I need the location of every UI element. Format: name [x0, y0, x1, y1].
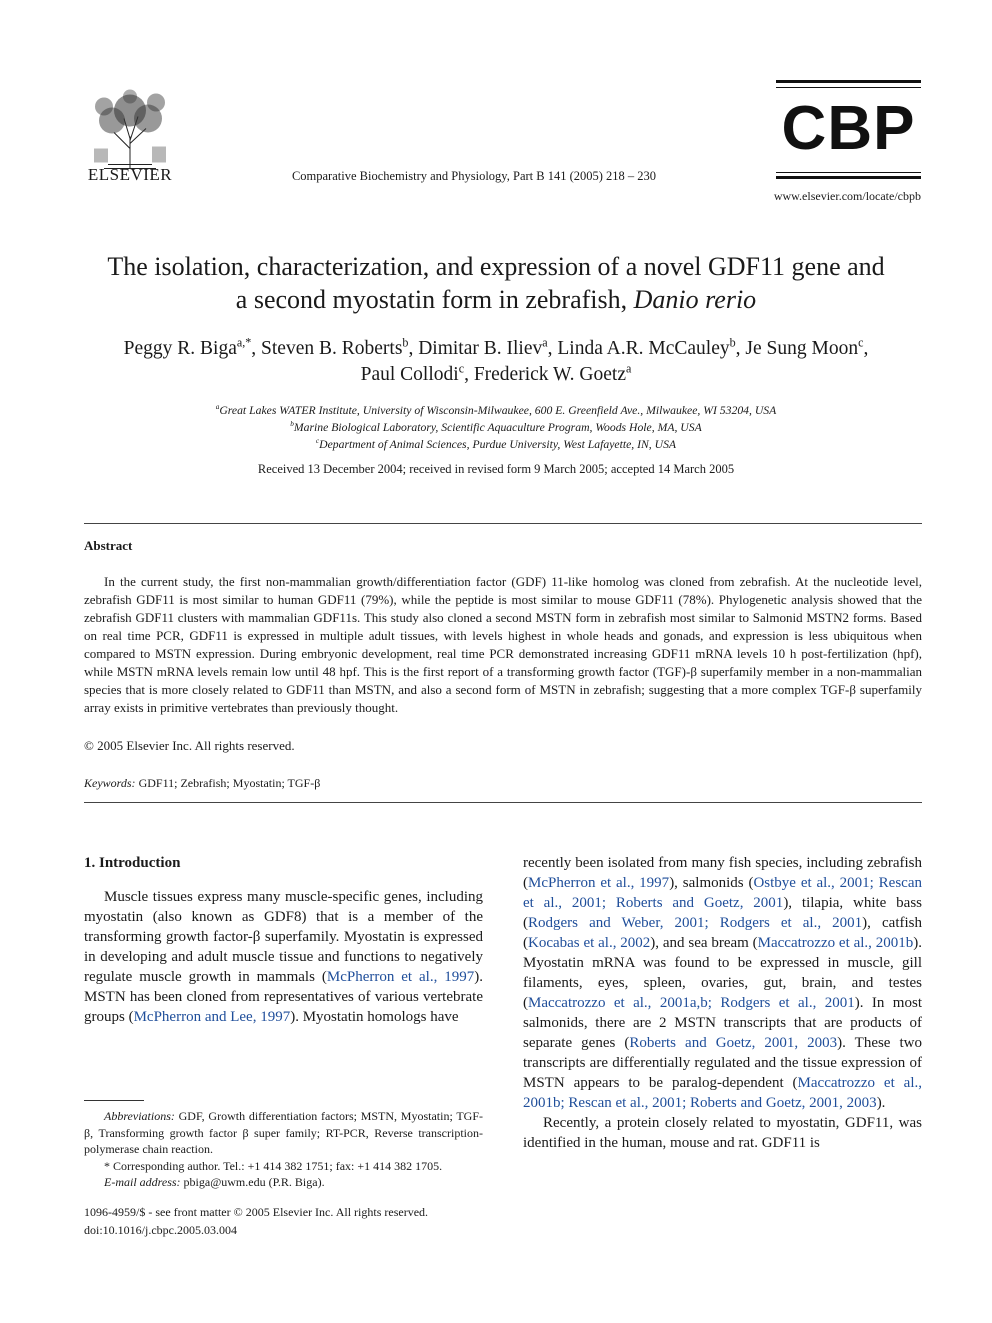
divider-top — [84, 523, 922, 524]
citation-link[interactable]: McPherron et al., 1997 — [326, 969, 475, 985]
left-column — [84, 853, 483, 1027]
abstract-body: In the current study, the first non-mammalian growth/differentiation factor (GDF) 11-like homolog was cloned from zebrafish. At the nucleotide level, zebrafish GDF11 is most similar to human GDF11 (79%), while the peptide is most similar to mouse GDF11 (78%). Phylogenetic analysis showed that the zebrafish GDF11 clusters with mammalian GDF11s. This study also cloned a second MSTN form in zebrafish most similar to Salmonid MSTN2 forms. Based on real time PCR, GDF11 is expressed in multiple adult tissues, with levels highest in whole heads and gonads, and expression is less ubiquitous when compared to MSTN expression. During embryonic development, real time PCR demonstrated increasing GDF11 mRNA levels 10 h post-fertilization (hpf), while MSTN mRNA levels remain low until 48 hpf. This is the first report of a transforming growth factor (TGF)-β superfamily member in a non-mammalian species that is more closely related to GDF11 than MSTN, and also a second form of MSTN in zebrafish; suggesting that a more complex TGF-β superfamily array exists in primitive vertebrates than previously thought. — [84, 574, 922, 715]
journal-logo — [776, 80, 921, 183]
author-name: Linda A.R. McCauley — [557, 338, 730, 359]
author-affiliation-marker: a — [625, 361, 632, 376]
divider-bottom — [84, 802, 922, 803]
author-affiliation-marker: a — [542, 335, 548, 350]
citation-link[interactable]: Maccatrozzo et al., 2001b — [757, 935, 914, 951]
abbreviations-label: Abbreviations: — [104, 1109, 175, 1123]
author-name: Je Sung Moon — [745, 338, 859, 359]
species-name: Danio rerio — [633, 285, 757, 314]
citation-link[interactable]: Kocabas et al., 2002 — [528, 935, 651, 951]
author-name: Paul Collodi — [360, 364, 459, 385]
author-name: Dimitar B. Iliev — [418, 338, 543, 359]
affiliation-text: Great Lakes WATER Institute, University of Wisconsin-Milwaukee, 600 E. Greenfield Ave., Milwaukee, WI 53204, USA — [219, 404, 777, 417]
copyright-notice: © 2005 Elsevier Inc. All rights reserved. — [84, 738, 295, 753]
affiliation-marker: c — [315, 437, 320, 446]
body-text: ), salmonids ( — [669, 875, 754, 891]
affiliation-text: Marine Biological Laboratory, Scientific Aquaculture Program, Woods Hole, MA, USA — [293, 421, 702, 434]
citation-link[interactable]: McPherron and Lee, 1997 — [133, 1009, 291, 1025]
author-affiliation-marker: c — [458, 361, 465, 376]
citation-link[interactable]: Roberts and Goetz, 2001, 2003 — [629, 1035, 838, 1051]
keywords-label: Keywords: — [84, 776, 136, 790]
author-list: Peggy R. Biga$^{a,*}$, Steven B. Roberts$^b$, Dimitar B. Iliev$^a$, Linda A.R. McCauley$^b$, Je Sung Moon$^c$, Paul Collodi$^c$, Frederick W. Goetz$^a$ — [123, 335, 869, 385]
body-text: ). In most salmonids, there are 2 MSTN transcripts that are products of separate genes ( — [523, 995, 922, 1051]
abbreviations-text: GDF, Growth differentiation factors; MSTN, Myostatin; TGF-β, Transforming growth factor β super family; RT-PCR, Reverse transcription-polymerase chain reaction. — [84, 1109, 483, 1156]
body-text: ). MSTN has been cloned from representatives of various vertebrate groups ( — [84, 969, 483, 1025]
journal-logo-text: CBP — [781, 94, 916, 163]
email-footnote — [84, 1174, 483, 1191]
footnote-divider — [84, 1100, 144, 1101]
journal-citation: Comparative Biochemistry and Physiology, Part B 141 (2005) 218 – 230 — [291, 169, 657, 183]
citation-link[interactable]: Maccatrozzo et al., 2001b; Rescan et al., 2001; Roberts and Goetz, 2001, 2003 — [523, 1075, 922, 1111]
section-heading-introduction: 1. Introduction — [84, 855, 181, 871]
page-footer — [84, 1204, 504, 1239]
article-dates: Received 13 December 2004; received in revised form 9 March 2005; accepted 14 March 2005 — [257, 462, 735, 476]
citation-link[interactable]: Ostbye et al., 2001; Rescan et al., 2001; Roberts and Goetz, 2001 — [523, 875, 922, 911]
affiliation-marker: a — [215, 403, 220, 412]
body-text: Muscle tissues express many muscle-specific genes, including myostatin (also known as GDF8) that is a member of the transforming growth factor-β superfamily. Myostatin is expressed in developing and adult muscle tissue and functions to negatively regulate muscle growth in mammals ( — [84, 889, 483, 985]
keywords-list: GDF11; Zebrafish; Myostatin; TGF-β — [138, 776, 321, 790]
right-column — [523, 853, 922, 1153]
affiliation-marker: b — [290, 420, 294, 429]
issn-line: 1096-4959/$ - see front matter © 2005 Elsevier Inc. All rights reserved. — [84, 1205, 429, 1219]
publisher-name: ELSEVIER — [87, 165, 173, 184]
abstract-heading: Abstract — [84, 538, 133, 553]
doi[interactable]: doi:10.1016/j.cbpc.2005.03.004 — [84, 1222, 237, 1237]
email-address[interactable]: pbiga@uwm.edu (P.R. Biga). — [183, 1175, 325, 1189]
body-text: ). Myostatin mRNA was found to be expressed in muscle, gill filaments, eyes, spleen, ovaries, gut, brain, and testes ( — [523, 935, 922, 1011]
title-line-2-text: a second myostatin form in zebrafish, — [235, 285, 634, 314]
citation-link[interactable]: Rodgers and Weber, 2001; Rodgers et al., 2001 — [528, 915, 863, 931]
footnotes — [84, 1108, 483, 1191]
corresponding-author: * Corresponding author. Tel.: +1 414 382 1751; fax: +1 414 382 1705. — [104, 1158, 443, 1173]
affiliation-text: Department of Animal Sciences, Purdue University, West Lafayette, IN, USA — [319, 438, 677, 451]
title-line-2 — [60, 283, 932, 316]
affiliation — [60, 402, 932, 419]
body-text: recently been isolated from many fish species, including zebrafish ( — [523, 855, 922, 891]
intro-paragraph-1 — [84, 887, 483, 1027]
affiliations — [60, 402, 932, 453]
intro-paragraph-2: Recently, a protein closely related to myostatin, GDF11, was identified in the human, mouse and rat. GDF11 is — [523, 1115, 922, 1151]
body-text: ). Myostatin homologs have — [290, 1009, 459, 1025]
author-name: Frederick W. Goetz — [473, 364, 626, 385]
affiliation — [60, 419, 932, 436]
keywords — [84, 776, 320, 791]
author-affiliation-marker: c — [858, 335, 864, 350]
author-name: Steven B. Roberts — [261, 338, 403, 359]
body-text: ). These two transcripts are differentially regulated and the tissue expression of MSTN appears to be paralog-dependent ( — [523, 1035, 923, 1091]
citation-link[interactable]: Maccatrozzo et al., 2001a,b; Rodgers et al., 2001 — [528, 995, 855, 1011]
abbreviations-footnote — [84, 1108, 483, 1158]
body-text: ). — [876, 1095, 886, 1111]
article-title — [60, 250, 932, 316]
email-label: E-mail address: — [104, 1175, 181, 1189]
affiliation — [60, 436, 932, 453]
body-text: ), and sea bream ( — [650, 935, 758, 951]
author-affiliation-marker: a,* — [236, 335, 252, 350]
body-text: ), catfish ( — [523, 915, 922, 951]
intro-paragraph-1-cont — [523, 853, 922, 1113]
author-affiliation-marker: b — [729, 335, 736, 350]
citation-link[interactable]: McPherron et al., 1997 — [528, 875, 670, 891]
journal-url[interactable]: www.elsevier.com/locate/cbpb — [773, 189, 921, 203]
author-name: Peggy R. Biga — [123, 338, 237, 359]
body-text: ), tilapia, white bass ( — [523, 895, 922, 931]
title-line-1: The isolation, characterization, and expression of a novel GDF11 gene and — [107, 252, 885, 281]
author-affiliation-marker: b — [402, 335, 409, 350]
